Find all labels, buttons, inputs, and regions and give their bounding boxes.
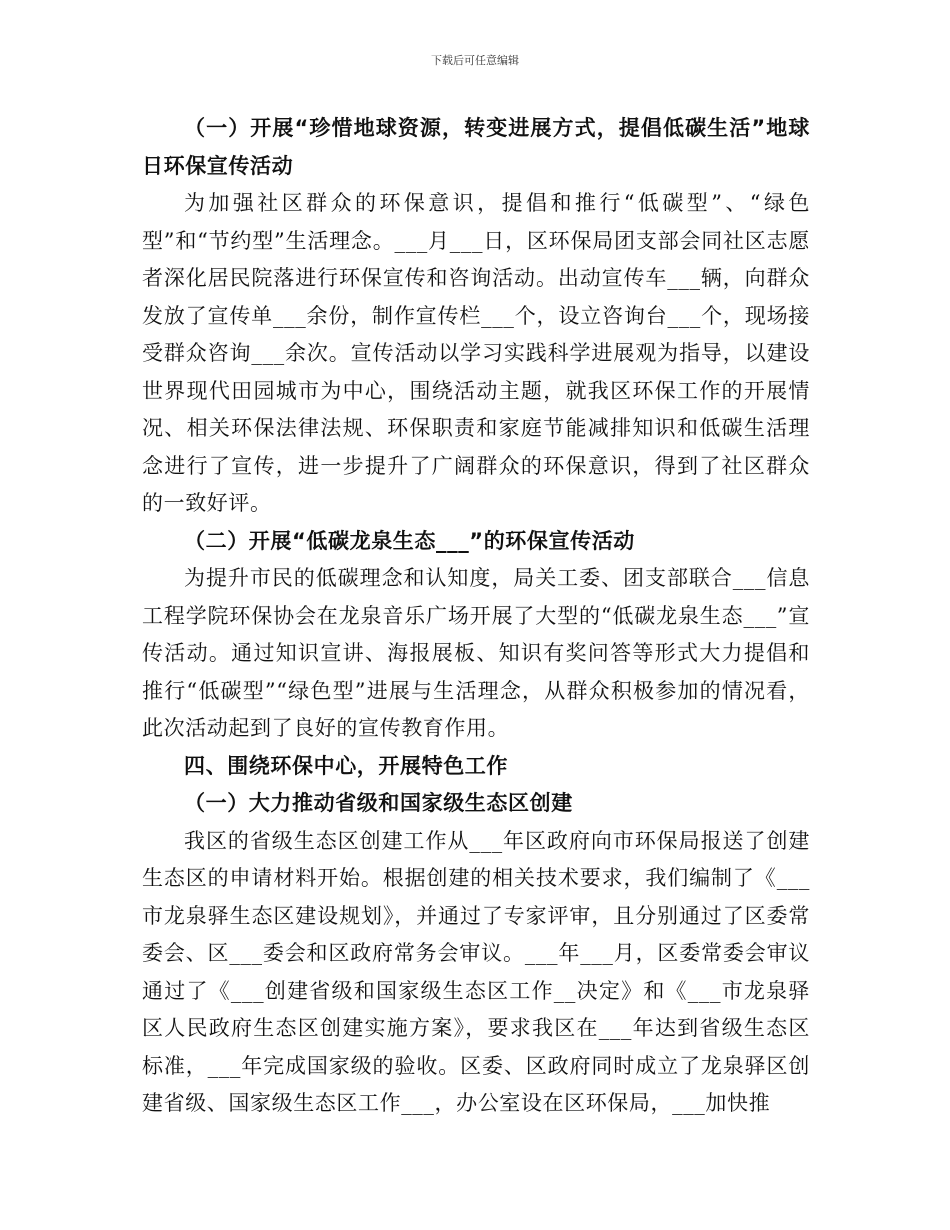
paragraph-earth-day: 为加强社区群众的环保意识，提倡和推行“低碳型”、“绿色型”和“节约型”生活理念。___月___日，区环保局团支部会同社区志愿者深化居民院落进行环保宣传和咨询活动。出动宣传车___辆，向群众发放了宣传单___余份，制作宣传栏___个，设立咨询台___个，现场接受群众咨询___余次。宣传活动以学习实践科学进展观为指导，以建设世界现代田园城市为中心，围绕活动主题，就我区环保工作的开展情况、相关环保法律法规、环保职责和家庭节能减排知识和低碳生活理念进行了宣传，进一步提升了广阔群众的环保意识，得到了社区群众的一致好评。 <box>142 191 810 515</box>
chapter-heading-special-work: 四、围绕环保中心，开展特色工作 <box>184 753 508 778</box>
paragraph-low-carbon-campaign: 为提升市民的低碳理念和认知度，局关工委、团支部联合___信息工程学院环保协会在龙泉音乐广场开展了大型的“低碳龙泉生态___”宣传活动。通过知识宣讲、海报展板、知识有奖问答等形式大力提倡和推行“低碳型”“绿色型”进展与生活理念，从群众积极参加的情况看，此次活动起到了良好的宣传教育作用。 <box>142 566 810 740</box>
paragraph-eco-district: 我区的省级生态区创建工作从___年区政府向市环保局报送了创建生态区的申请材料开始。根据创建的相关技术要求，我们编制了《___市龙泉驿生态区建设规划》，并通过了专家评审，且分别通过了区委常委会、区___委会和区政府常务会审议。___年___月，区委常委会审议通过了《___创建省级和国家级生态区工作__决定》和《___市龙泉驿区人民政府生态区创建实施方案》，要求我区在___年达到省级生态区标准，___年完成国家级的验收。区委、区政府同时成立了龙泉驿区创建省级、国家级生态区工作___，办公室设在区环保局，___加快推 <box>142 828 810 1115</box>
section-heading-low-carbon-campaign: （二）开展“低碳龙泉生态___”的环保宣传活动 <box>184 528 635 553</box>
section-heading-earth-day: （一）开展“珍惜地球资源，转变进展方式，提倡低碳生活”地球日环保宣传活动 <box>142 116 810 178</box>
document-body <box>142 110 810 1123</box>
section-heading-eco-district: （一）大力推动省级和国家级生态区创建 <box>184 791 573 815</box>
page-header-note: 下载后可任意编辑 <box>431 54 519 67</box>
